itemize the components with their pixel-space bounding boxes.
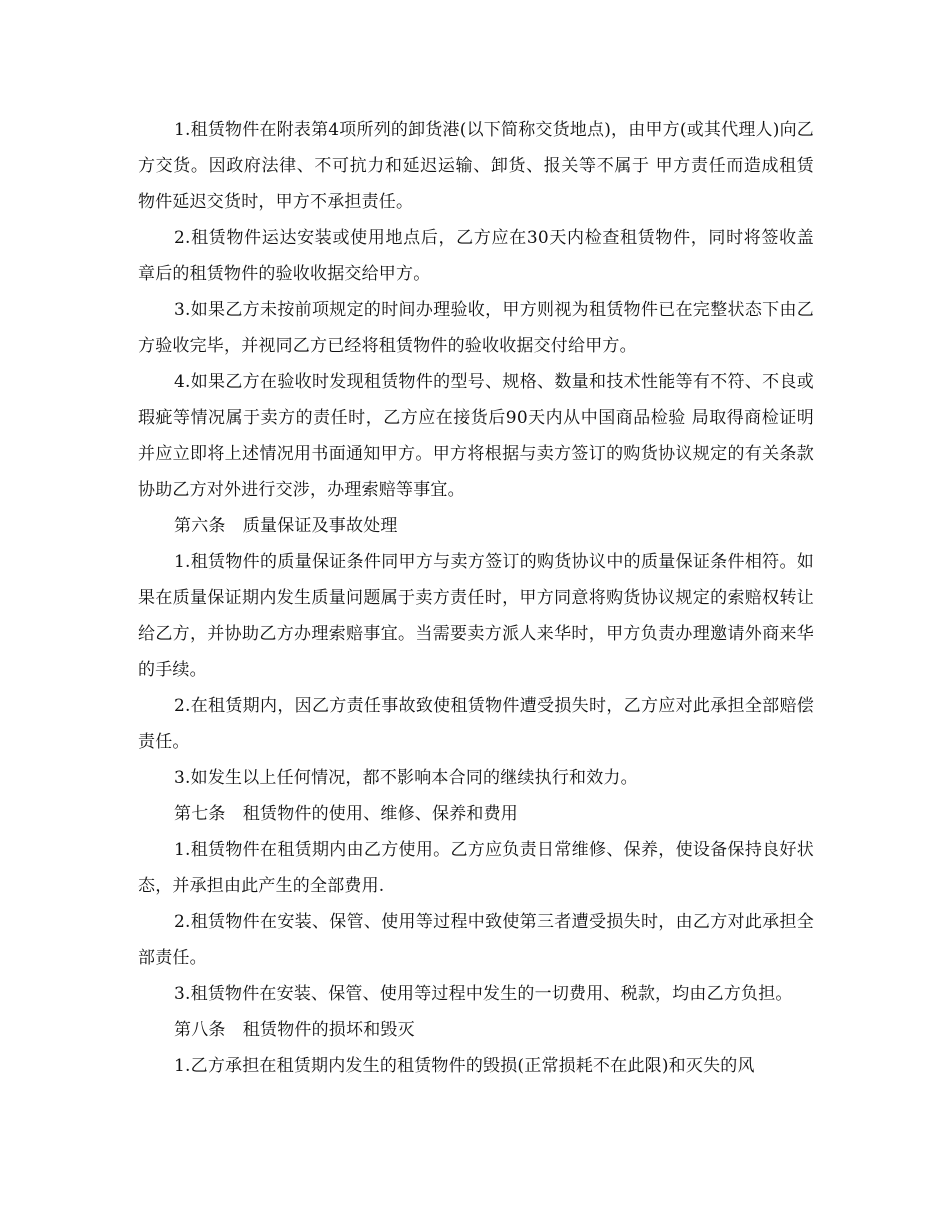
clause-7-item-2: 2.租赁物件在安装、保管、使用等过程中致使第三者遭受损失时，由乙方对此承担全部责任。 xyxy=(138,912,814,968)
clause-6-item-1: 1.租赁物件的质量保证条件同甲方与卖方签订的购货协议中的质量保证条件相符。如果在质量保证期内发生质量问题属于卖方责任时，甲方同意将购货协议规定的索赔权转让给乙方，并协助乙方办理索赔事宜。当需要卖方派人来华时，甲方负责办理邀请外商来华的手续。 xyxy=(138,552,814,680)
clause-7-heading: 第七条 租赁物件的使用、维修、保养和费用 xyxy=(174,804,518,824)
clause-5-item-2: 2.租赁物件运达安装或使用地点后，乙方应在30天内检查租赁物件，同时将签收盖章后的租赁物件的验收收据交给甲方。 xyxy=(138,228,814,284)
document-body xyxy=(138,112,814,1084)
clause-8-item-1: 1.乙方承担在租赁期内发生的租赁物件的毁损(正常损耗不在此限)和灭失的风 xyxy=(174,1056,755,1076)
clause-6-item-3: 3.如发生以上任何情况，都不影响本合同的继续执行和效力。 xyxy=(174,768,638,788)
clause-7-item-3: 3.租赁物件在安装、保管、使用等过程中发生的一切费用、税款，均由乙方负担。 xyxy=(174,984,793,1004)
clause-5-item-1: 1.租赁物件在附表第4项所列的卸货港(以下简称交货地点)，由甲方(或其代理人)向乙方交货。因政府法律、不可抗力和延迟运输、卸货、报关等不属于 甲方责任而造成租赁物件延迟交货时，甲方不承担责任。 xyxy=(138,120,814,212)
clause-8-heading: 第八条 租赁物件的损坏和毁灭 xyxy=(174,1020,415,1040)
clause-7-item-1: 1.租赁物件在租赁期内由乙方使用。乙方应负责日常维修、保养，使设备保持良好状态，并承担由此产生的全部费用. xyxy=(138,840,814,896)
clause-5-item-4: 4.如果乙方在验收时发现租赁物件的型号、规格、数量和技术性能等有不符、不良或瑕疵等情况属于卖方的责任时，乙方应在接货后90天内从中国商品检验 局取得商检证明并应立即将上述情况用书面通知甲方。甲方将根据与卖方签订的购货协议规定的有关条款协助乙方对外进行交涉，办理索赔等事宜。 xyxy=(138,372,814,500)
clause-5-item-3: 3.如果乙方未按前项规定的时间办理验收，甲方则视为租赁物件已在完整状态下由乙方验收完毕，并视同乙方已经将租赁物件的验收收据交付给甲方。 xyxy=(138,300,814,356)
clause-6-item-2: 2.在租赁期内，因乙方责任事故致使租赁物件遭受损失时，乙方应对此承担全部赔偿责任。 xyxy=(138,696,814,752)
clause-6-heading: 第六条 质量保证及事故处理 xyxy=(174,516,398,536)
